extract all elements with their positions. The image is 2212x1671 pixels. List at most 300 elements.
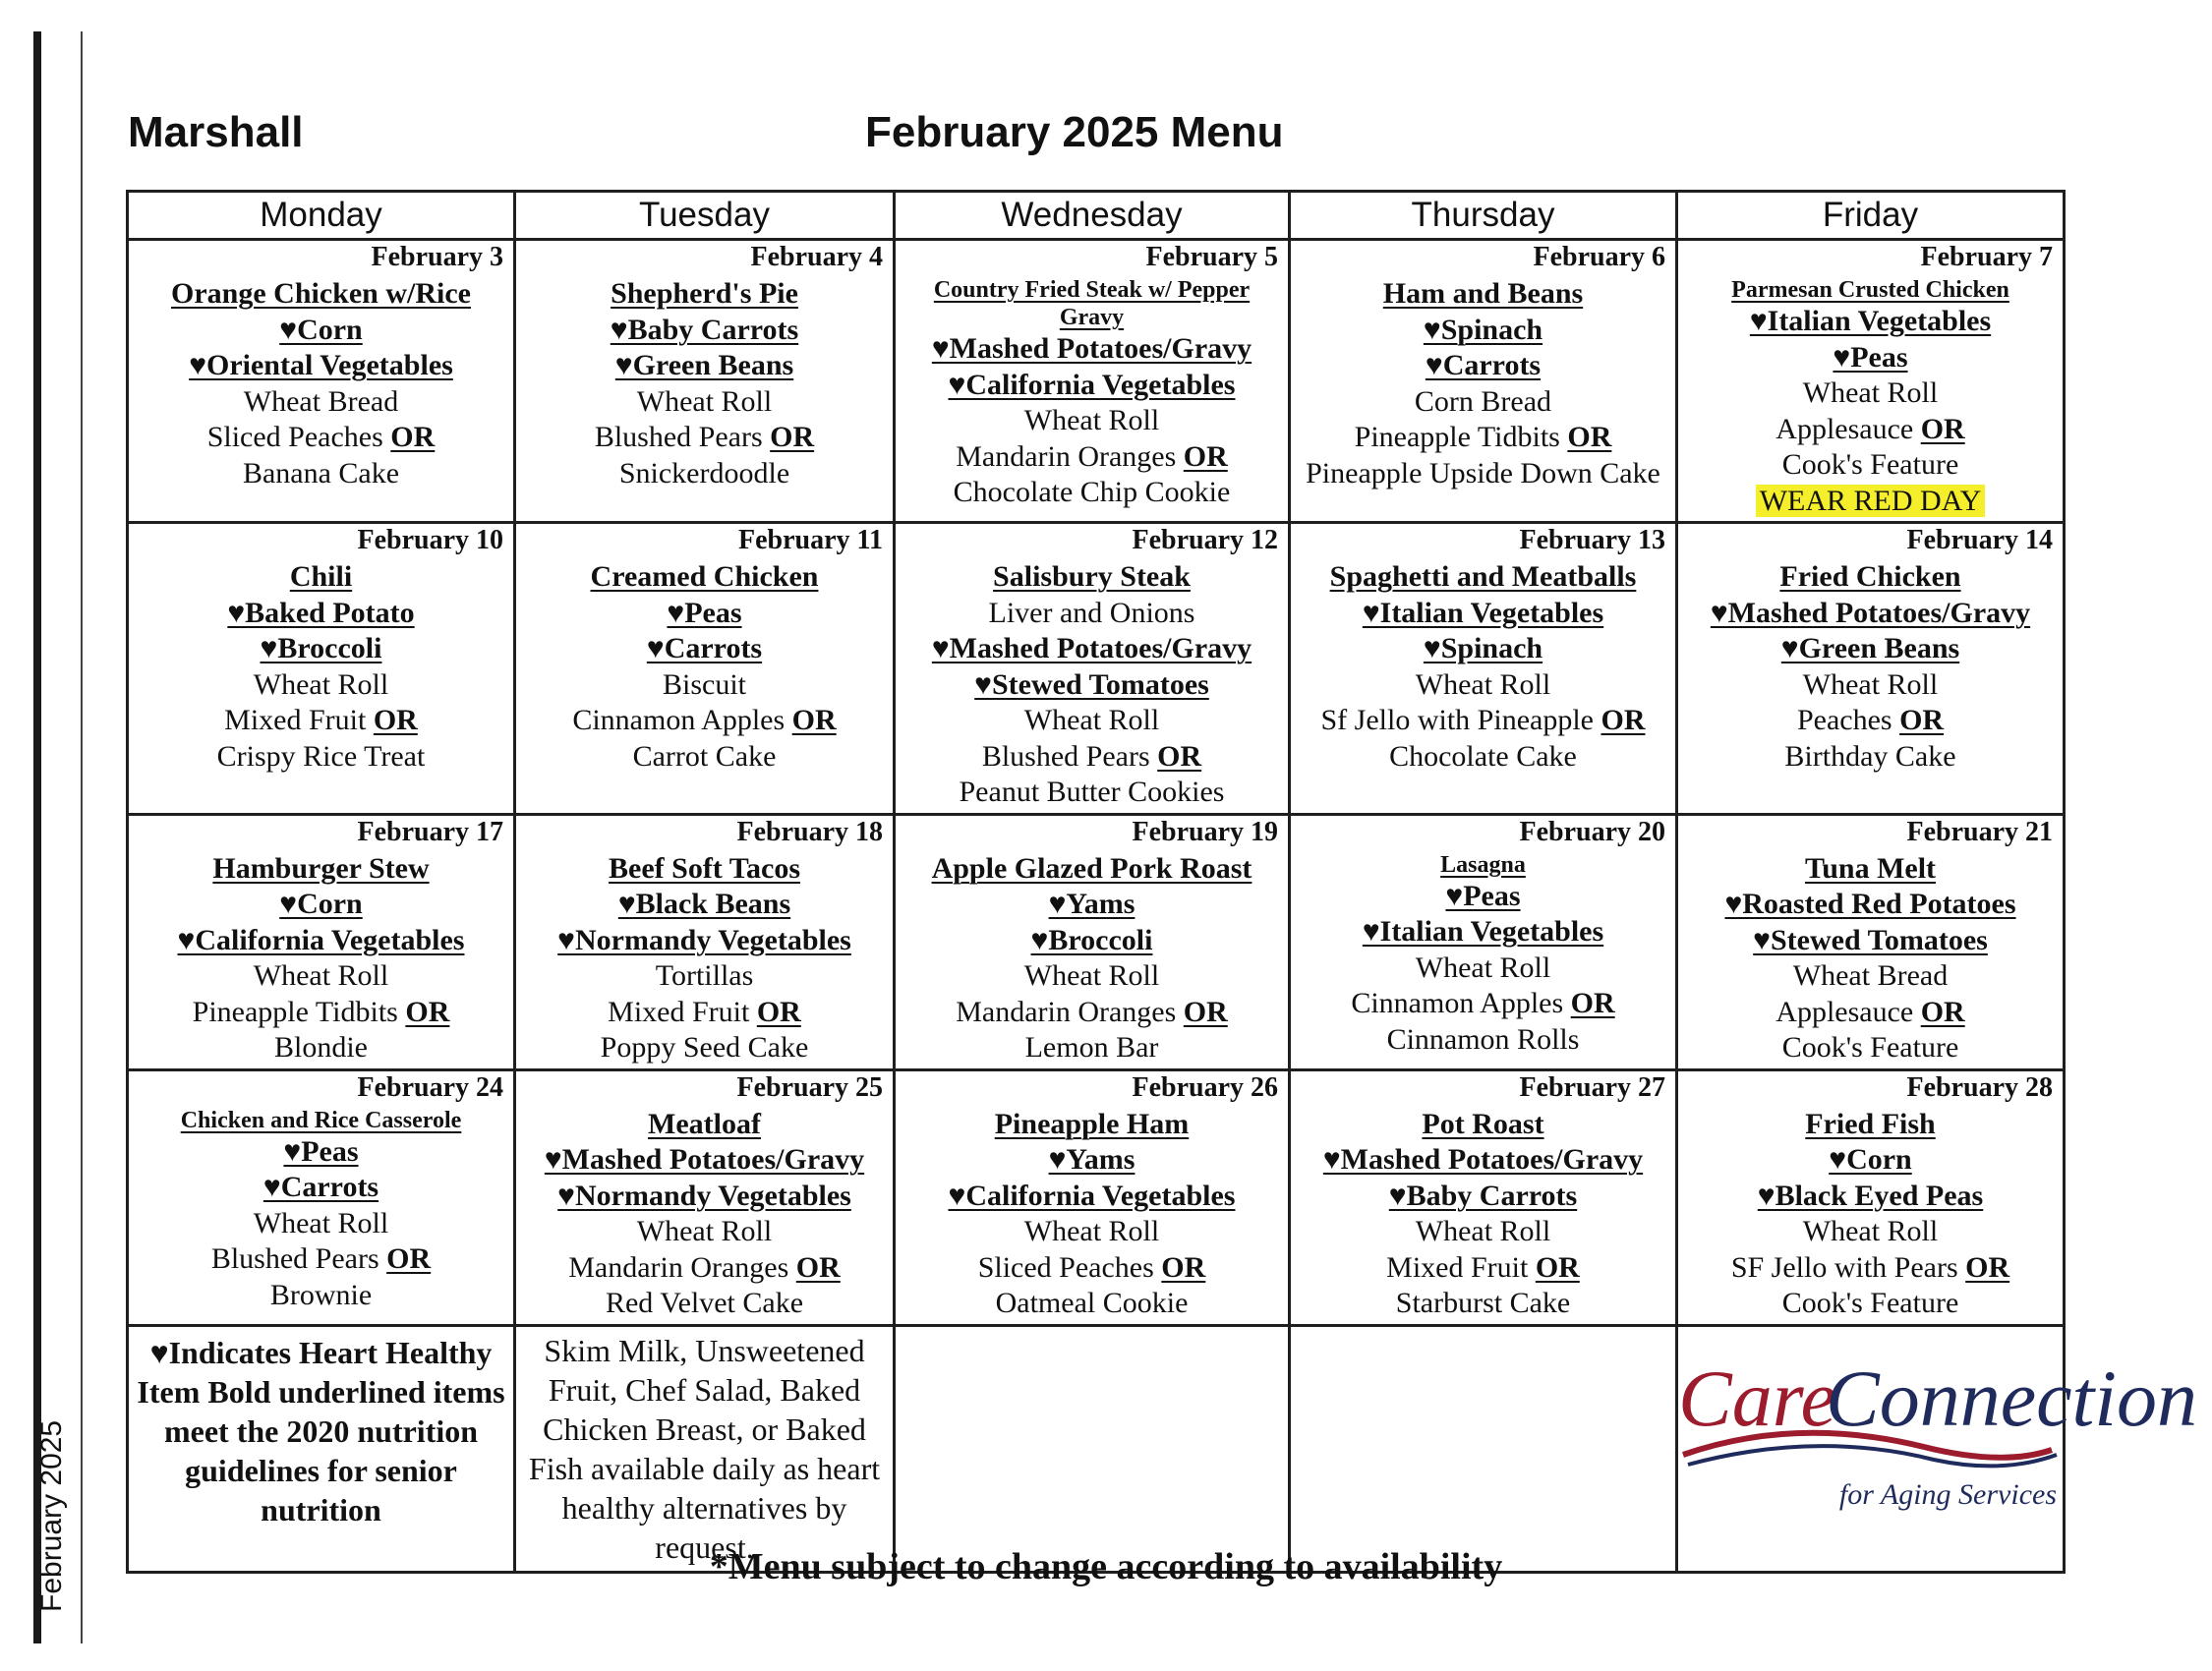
menu-item (902, 559, 1282, 596)
or-label: OR (770, 421, 815, 453)
menu-item (1297, 703, 1669, 739)
menu-item-text: Crispy Rice Treat (216, 739, 426, 773)
menu-item (522, 851, 887, 888)
logo-tagline: for Aging Services (1838, 1477, 2057, 1511)
menu-item (135, 1206, 507, 1242)
menu-item-text: Creamed Chicken (590, 560, 819, 593)
menu-item (135, 1278, 507, 1314)
day-cell (128, 523, 515, 815)
day-date: February 14 (1906, 525, 2053, 555)
menu-item-text: ♥Yams (1048, 1143, 1135, 1176)
menu-item (1684, 1250, 2057, 1287)
menu-item (135, 348, 507, 384)
menu-item (1297, 1142, 1669, 1179)
menu-item (522, 384, 887, 421)
menu-item-text: Sf Jello with Pineapple (1320, 704, 1594, 736)
menu-item-text: Apple Glazed Pork Roast (931, 851, 1252, 885)
menu-items (896, 849, 1288, 1068)
menu-item (1684, 559, 2057, 596)
menu-item (1684, 1286, 2057, 1322)
day-date: February 10 (357, 525, 503, 555)
day-cell (515, 240, 895, 523)
empty-cell (895, 1325, 1290, 1572)
or-label: OR (756, 995, 801, 1028)
menu-item (522, 1250, 887, 1287)
menu-item (902, 851, 1282, 888)
day-date: February 25 (736, 1071, 883, 1103)
menu-item-text: Salisbury Steak (993, 560, 1191, 593)
menu-item (902, 667, 1282, 704)
menu-items (896, 1105, 1288, 1324)
menu-item-text: ♥Stewed Tomatoes (1753, 923, 1988, 956)
day-date: February 13 (1519, 525, 1665, 555)
menu-item-text: Chili (289, 560, 353, 593)
day-cell (1290, 1069, 1677, 1325)
week-row (128, 1069, 2065, 1325)
menu-item (1684, 667, 2057, 704)
menu-item-text: Wheat Roll (1802, 1215, 1939, 1247)
menu-item-text: ♥Green Beans (614, 349, 794, 381)
menu-item-text: Chicken and Rice Casserole (180, 1107, 462, 1133)
menu-item (1684, 447, 2057, 484)
or-label: OR (1161, 1250, 1206, 1284)
menu-item-text: Blushed Pears (594, 421, 763, 453)
menu-item (1684, 739, 2057, 776)
menu-item-text: ♥Mashed Potatoes/Gravy (1322, 1143, 1644, 1176)
menu-item (1684, 412, 2057, 448)
menu-item-text: Peanut Butter Cookies (959, 776, 1225, 808)
menu-item (1684, 304, 2057, 340)
menu-item-text: Starburst Cake (1395, 1287, 1571, 1319)
menu-item-text: Hamburger Stew (212, 851, 430, 885)
or-label: OR (1920, 412, 1965, 445)
menu-item (522, 1179, 887, 1215)
menu-item-text: Wheat Roll (253, 959, 389, 992)
day-cell (1677, 523, 2065, 815)
or-label: OR (1535, 1250, 1580, 1284)
menu-item (135, 1170, 507, 1206)
day-cell (1290, 240, 1677, 523)
menu-item (522, 887, 887, 923)
menu-item-text: Lemon Bar (1024, 1031, 1159, 1064)
menu-item-text: ♥Italian Vegetables (1749, 305, 1992, 337)
menu-items (1678, 557, 2063, 777)
menu-item (1684, 1179, 2057, 1215)
day-date: February 17 (357, 816, 503, 847)
menu-item (522, 703, 887, 739)
menu-item (1297, 1107, 1669, 1143)
menu-item-text: ♥Normandy Vegetables (557, 1179, 851, 1212)
menu-item-text: Cinnamon Apples (1351, 987, 1564, 1019)
menu-item (135, 1107, 507, 1134)
menu-items (129, 557, 513, 777)
menu-item (1684, 1107, 2057, 1143)
day-date: February 11 (738, 525, 883, 555)
logo-cell (1677, 1325, 2198, 1572)
menu-item (135, 384, 507, 421)
or-label: OR (1157, 739, 1202, 773)
menu-item (135, 456, 507, 492)
menu-item-text: Wheat Roll (1415, 951, 1551, 984)
menu-item-text: Brownie (269, 1278, 373, 1311)
week-row (128, 814, 2065, 1069)
day-cell (1290, 814, 1677, 1069)
menu-item-text: Country Fried Steak w/ Pepper Gravy (933, 277, 1251, 330)
menu-item (135, 420, 507, 456)
legend-cell (128, 1325, 515, 1572)
menu-item-text: Fried Fish (1805, 1107, 1936, 1140)
menu-items (1291, 274, 1675, 493)
menu-item-text: Pot Roast (1422, 1107, 1544, 1140)
alternatives-cell (515, 1325, 895, 1572)
day-date: February 5 (1145, 242, 1278, 272)
menu-item-text: Blushed Pears (981, 739, 1150, 773)
heart-healthy-legend: ♥Indicates Heart Healthy Item Bold underlined items meet the 2020 nutrition guidelines for senior nutrition (137, 1334, 505, 1527)
menu-item (135, 667, 507, 704)
menu-item (902, 995, 1282, 1031)
menu-item-text: Pineapple Tidbits (192, 995, 398, 1028)
menu-item (902, 631, 1282, 667)
menu-item (902, 1142, 1282, 1179)
day-date: February 4 (750, 242, 883, 272)
menu-items (516, 1105, 893, 1324)
menu-item (902, 276, 1282, 331)
day-date: February 28 (1906, 1071, 2053, 1103)
menu-item-text: ♥Peas (1833, 340, 1908, 374)
day-cell (128, 1069, 515, 1325)
menu-item (522, 559, 887, 596)
menu-item-text: Pineapple Tidbits (1354, 421, 1560, 453)
menu-items (516, 849, 893, 1068)
day-cell (895, 240, 1290, 523)
menu-item (902, 368, 1282, 404)
menu-item-text: Wheat Roll (1023, 704, 1160, 736)
menu-item (1684, 703, 2057, 739)
alternatives-note: Skim Milk, Unsweetened Fruit, Chef Salad, Baked Chicken Breast, or Baked Fish available daily as heart healthy alternatives by request. (528, 1332, 881, 1565)
menu-item (902, 1214, 1282, 1250)
menu-item (522, 348, 887, 384)
menu-item-text: ♥Carrots (646, 632, 763, 664)
menu-item (1297, 631, 1669, 667)
menu-item (522, 1142, 887, 1179)
menu-item-text: ♥Broccoli (260, 632, 382, 664)
care-connection-logo (1678, 1353, 2198, 1524)
day-cell (895, 523, 1290, 815)
menu-item-text: Banana Cake (242, 456, 400, 490)
menu-item (902, 923, 1282, 959)
menu-item-text: Fried Chicken (1779, 560, 1961, 593)
menu-item-text: Orange Chicken w/Rice (171, 277, 471, 310)
menu-items (516, 274, 893, 493)
menu-item (1297, 914, 1669, 951)
day-date: February 18 (736, 816, 883, 847)
menu-item (902, 775, 1282, 811)
menu-item-text: Cook's Feature (1781, 1031, 1959, 1064)
side-date-label: February 2025 (35, 1419, 68, 1612)
menu-item (135, 1241, 507, 1278)
menu-item (522, 923, 887, 959)
menu-item-text: ♥Peas (283, 1134, 359, 1168)
menu-item (902, 439, 1282, 476)
menu-item (522, 667, 887, 704)
menu-item (1297, 667, 1669, 704)
menu-item-text: ♥Mashed Potatoes/Gravy (544, 1143, 865, 1176)
left-border-line (81, 31, 83, 1643)
empty-cell (1290, 1325, 1677, 1572)
menu-item-text: ♥Broccoli (1030, 923, 1153, 956)
menu-item-text: ♥Carrots (262, 1171, 379, 1203)
menu-item (902, 1030, 1282, 1066)
menu-item-text: Wheat Roll (1023, 404, 1160, 436)
menu-items (1678, 1105, 2063, 1324)
menu-item (135, 313, 507, 349)
menu-item-text: Mandarin Oranges (956, 995, 1177, 1028)
menu-item (1297, 851, 1669, 879)
menu-item (1684, 484, 2057, 520)
menu-item (902, 475, 1282, 511)
menu-item (1297, 1022, 1669, 1059)
menu-item-text: ♥Baby Carrots (1388, 1179, 1578, 1212)
day-cell (895, 1069, 1290, 1325)
menu-items (129, 849, 513, 1068)
menu-item-text: Chocolate Cake (1389, 739, 1577, 773)
menu-item (135, 995, 507, 1031)
menu-item-text: ♥Yams (1048, 888, 1135, 920)
menu-item (1297, 739, 1669, 776)
menu-item-text: ♥Stewed Tomatoes (974, 667, 1209, 701)
menu-item-text: Wheat Roll (1415, 1215, 1551, 1247)
menu-item-text: ♥Mashed Potatoes/Gravy (931, 332, 1252, 365)
menu-item-text: Wheat Roll (1023, 1215, 1160, 1247)
day-date: February 19 (1132, 816, 1278, 847)
menu-item (1297, 384, 1669, 421)
menu-item-text: ♥Green Beans (1780, 632, 1960, 664)
menu-item-text: ♥Peas (1445, 879, 1521, 912)
menu-item-text: Wheat Roll (1023, 959, 1160, 992)
day-cell (128, 814, 515, 1069)
menu-item (1684, 631, 2057, 667)
menu-item-text: Meatloaf (648, 1107, 761, 1140)
menu-items (896, 557, 1288, 813)
menu-item-text: ♥California Vegetables (177, 923, 465, 956)
menu-item (135, 1134, 507, 1171)
menu-item (135, 739, 507, 776)
or-label: OR (1601, 704, 1646, 736)
logo-word-care: Care (1678, 1353, 1836, 1443)
logo-word-connection: Connection (1826, 1353, 2198, 1443)
menu-item-text: Tuna Melt (1804, 851, 1937, 885)
menu-item (522, 739, 887, 776)
menu-item-text: ♥Baby Carrots (610, 313, 799, 346)
menu-item-text: ♥Black Eyed Peas (1757, 1179, 1984, 1212)
week-row (128, 523, 2065, 815)
menu-item-text: ♥Corn (1829, 1143, 1912, 1176)
weekday-header-row (128, 192, 2065, 240)
day-date: February 21 (1906, 816, 2053, 847)
menu-item (902, 1179, 1282, 1215)
menu-item (1297, 559, 1669, 596)
day-date: February 24 (357, 1071, 503, 1103)
menu-item (1684, 958, 2057, 995)
day-cell (515, 814, 895, 1069)
menu-item-text: ♥Mashed Potatoes/Gravy (931, 632, 1252, 664)
menu-item-text: ♥Spinach (1423, 313, 1543, 346)
menu-item (1297, 420, 1669, 456)
menu-item-text: Cook's Feature (1781, 1287, 1959, 1319)
or-label: OR (390, 421, 436, 453)
menu-items (516, 557, 893, 777)
menu-item-text: ♥Mashed Potatoes/Gravy (1710, 596, 2031, 629)
menu-item-text: ♥Oriental Vegetables (189, 349, 453, 381)
menu-item (135, 1030, 507, 1066)
menu-item-text: Cinnamon Rolls (1386, 1022, 1580, 1056)
menu-item-text: Wheat Roll (253, 667, 389, 701)
menu-item-text: Cook's Feature (1781, 448, 1959, 481)
menu-item-text: ♥California Vegetables (948, 1179, 1236, 1212)
menu-item-text: Wheat Bread (1792, 959, 1949, 992)
day-cell (1677, 814, 2065, 1069)
menu-item (135, 703, 507, 739)
menu-item (135, 923, 507, 959)
menu-item-text: ♥California Vegetables (948, 368, 1236, 401)
or-label: OR (1183, 995, 1228, 1028)
menu-item (1297, 456, 1669, 492)
or-label: OR (1965, 1250, 2010, 1284)
menu-item (1684, 923, 2057, 959)
menu-item (522, 1214, 887, 1250)
day-date: February 7 (1920, 242, 2053, 272)
day-cell (1677, 1069, 2065, 1325)
menu-item (522, 456, 887, 492)
menu-item-text: Tortillas (655, 959, 754, 992)
menu-item (1684, 375, 2057, 412)
or-label: OR (795, 1250, 841, 1284)
menu-item (1297, 879, 1669, 915)
menu-item (522, 420, 887, 456)
menu-item (902, 1286, 1282, 1322)
menu-item-text: Carrot Cake (632, 739, 777, 773)
menu-item (1684, 596, 2057, 632)
or-label: OR (791, 704, 837, 736)
menu-item-text: ♥Black Beans (617, 888, 791, 920)
day-cell (895, 814, 1290, 1069)
menu-item-text: Sliced Peaches (977, 1250, 1154, 1284)
day-date: February 20 (1519, 816, 1665, 847)
weekday-header: Wednesday (895, 192, 1290, 240)
menu-calendar-table (126, 190, 2198, 1574)
or-label: OR (1570, 987, 1615, 1019)
menu-item-text: ♥Italian Vegetables (1362, 596, 1604, 629)
menu-item-text: Peaches (1796, 704, 1892, 736)
menu-item-text: ♥Normandy Vegetables (557, 923, 851, 956)
menu-item-text: Wheat Bread (243, 384, 399, 418)
menu-item (522, 995, 887, 1031)
menu-item-text: Applesauce (1775, 412, 1914, 445)
menu-item-text: ♥Roasted Red Potatoes (1724, 888, 2016, 920)
day-cell (128, 240, 515, 523)
menu-item-text: ♥Corn (279, 313, 363, 346)
weekday-header: Friday (1677, 192, 2065, 240)
menu-item (135, 887, 507, 923)
menu-items (1678, 274, 2063, 521)
menu-item-text: Wheat Roll (1802, 376, 1939, 409)
menu-item (135, 851, 507, 888)
menu-item (902, 596, 1282, 632)
or-label: OR (1899, 704, 1945, 736)
menu-item (522, 1286, 887, 1322)
menu-item-text: ♥Italian Vegetables (1362, 915, 1604, 948)
menu-item-text: Parmesan Crusted Chicken (1731, 277, 2009, 303)
menu-item-text: Mixed Fruit (224, 704, 367, 736)
menu-item-text: Shepherd's Pie (611, 277, 798, 310)
menu-item-text: Corn Bread (1414, 384, 1552, 418)
menu-items (1291, 1105, 1675, 1324)
menu-item-text: Wheat Roll (1802, 667, 1939, 701)
menu-item-text: Birthday Cake (1784, 739, 1956, 773)
or-label: OR (405, 995, 450, 1028)
weekday-header: Thursday (1290, 192, 1677, 240)
menu-item (1297, 1179, 1669, 1215)
menu-item (1684, 995, 2057, 1031)
menu-item (522, 958, 887, 995)
menu-item-text: Mandarin Oranges (568, 1250, 789, 1284)
or-label: OR (1920, 995, 1965, 1028)
weekday-header: Tuesday (515, 192, 895, 240)
left-border-bar (33, 31, 41, 1643)
day-cell (1677, 240, 2065, 523)
menu-item (1297, 348, 1669, 384)
menu-item (1684, 851, 2057, 888)
menu-item (902, 403, 1282, 439)
menu-item (1297, 313, 1669, 349)
menu-item (902, 331, 1282, 368)
menu-item-text: Chocolate Chip Cookie (953, 476, 1231, 508)
menu-item-text: Wheat Roll (1415, 667, 1551, 701)
menu-item (902, 739, 1282, 776)
day-date: February 12 (1132, 525, 1278, 555)
menu-items (1678, 849, 2063, 1068)
day-date: February 26 (1132, 1071, 1278, 1103)
menu-item (902, 1250, 1282, 1287)
menu-item-text: Blondie (274, 1031, 368, 1064)
menu-item-text: Mixed Fruit (608, 995, 750, 1028)
menu-items (129, 274, 513, 493)
day-cell (1290, 523, 1677, 815)
organization-name: Marshall (128, 108, 304, 156)
menu-item-text: Pineapple Ham (994, 1107, 1190, 1140)
day-cell (515, 523, 895, 815)
menu-item-text: ♥Peas (667, 596, 742, 629)
menu-item (902, 703, 1282, 739)
menu-item-text: Blushed Pears (210, 1242, 379, 1275)
week-row (128, 240, 2065, 523)
menu-items (1291, 849, 1675, 1061)
menu-item (522, 276, 887, 313)
menu-item (1297, 1286, 1669, 1322)
menu-item-text: ♥Carrots (1425, 349, 1542, 381)
menu-item (522, 313, 887, 349)
menu-item (1297, 1214, 1669, 1250)
menu-item-text: Mandarin Oranges (956, 439, 1177, 473)
page-title: February 2025 Menu (865, 108, 1284, 156)
menu-item (902, 887, 1282, 923)
menu-item-text: ♥Spinach (1423, 632, 1543, 664)
menu-items (896, 274, 1288, 513)
menu-item (522, 1107, 887, 1143)
menu-items (1291, 557, 1675, 777)
menu-item (522, 596, 887, 632)
menu-item-text: Biscuit (662, 667, 746, 701)
